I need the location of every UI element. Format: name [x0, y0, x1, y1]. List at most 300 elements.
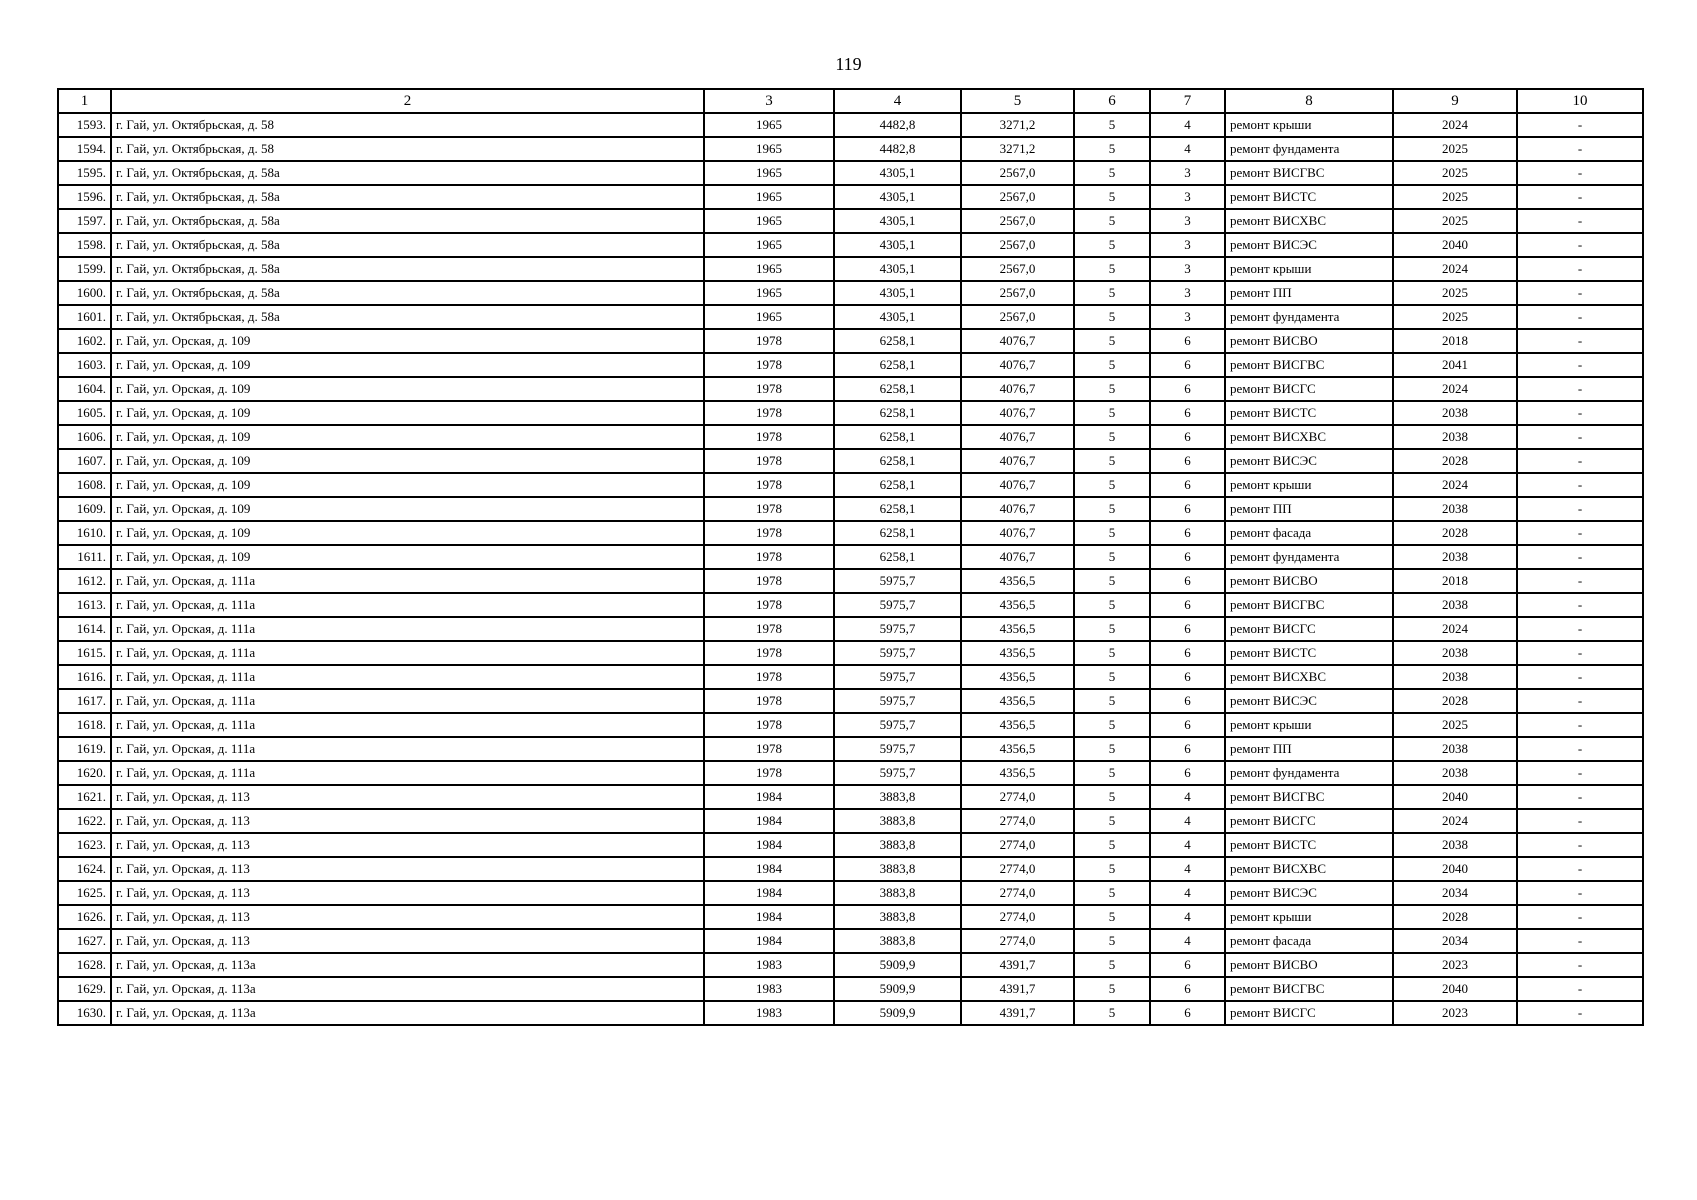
cell-entrances: 6 — [1150, 569, 1225, 593]
cell-living-area: 4076,7 — [961, 521, 1074, 545]
cell-planned-year: 2024 — [1393, 257, 1517, 281]
cell-year-built: 1978 — [704, 449, 834, 473]
cell-living-area: 4391,7 — [961, 1001, 1074, 1025]
cell-address: г. Гай, ул. Орская, д. 111а — [111, 665, 704, 689]
table-row — [58, 833, 1643, 857]
cell-year-built: 1965 — [704, 185, 834, 209]
cell-total-area: 3883,8 — [834, 881, 961, 905]
cell-year-built: 1978 — [704, 353, 834, 377]
cell-year-built: 1978 — [704, 425, 834, 449]
cell-planned-year: 2028 — [1393, 449, 1517, 473]
column-header: 8 — [1225, 89, 1393, 113]
cell-repair-type: ремонт крыши — [1225, 905, 1393, 929]
cell-address: г. Гай, ул. Орская, д. 109 — [111, 449, 704, 473]
cell-note: - — [1517, 857, 1643, 881]
cell-total-area: 3883,8 — [834, 809, 961, 833]
cell-planned-year: 2038 — [1393, 545, 1517, 569]
cell-entrances: 6 — [1150, 689, 1225, 713]
cell-living-area: 4076,7 — [961, 449, 1074, 473]
cell-row-number: 1615. — [58, 641, 111, 665]
cell-year-built: 1984 — [704, 857, 834, 881]
cell-entrances: 4 — [1150, 833, 1225, 857]
cell-planned-year: 2028 — [1393, 689, 1517, 713]
cell-year-built: 1978 — [704, 641, 834, 665]
cell-floors: 5 — [1074, 113, 1150, 137]
cell-total-area: 5975,7 — [834, 617, 961, 641]
cell-living-area: 3271,2 — [961, 137, 1074, 161]
cell-repair-type: ремонт фундамента — [1225, 305, 1393, 329]
cell-note: - — [1517, 281, 1643, 305]
cell-address: г. Гай, ул. Октябрьская, д. 58 — [111, 137, 704, 161]
cell-address: г. Гай, ул. Октябрьская, д. 58а — [111, 209, 704, 233]
cell-floors: 5 — [1074, 617, 1150, 641]
cell-year-built: 1984 — [704, 881, 834, 905]
cell-year-built: 1978 — [704, 713, 834, 737]
cell-note: - — [1517, 233, 1643, 257]
table-row — [58, 185, 1643, 209]
cell-living-area: 2567,0 — [961, 161, 1074, 185]
cell-address: г. Гай, ул. Орская, д. 109 — [111, 353, 704, 377]
column-header: 5 — [961, 89, 1074, 113]
cell-floors: 5 — [1074, 497, 1150, 521]
cell-entrances: 6 — [1150, 713, 1225, 737]
cell-total-area: 4305,1 — [834, 281, 961, 305]
cell-address: г. Гай, ул. Орская, д. 113а — [111, 953, 704, 977]
cell-year-built: 1978 — [704, 665, 834, 689]
cell-note: - — [1517, 257, 1643, 281]
cell-planned-year: 2025 — [1393, 281, 1517, 305]
cell-planned-year: 2025 — [1393, 185, 1517, 209]
cell-year-built: 1984 — [704, 929, 834, 953]
cell-year-built: 1978 — [704, 593, 834, 617]
cell-entrances: 6 — [1150, 665, 1225, 689]
column-header: 9 — [1393, 89, 1517, 113]
cell-repair-type: ремонт крыши — [1225, 473, 1393, 497]
cell-total-area: 4305,1 — [834, 257, 961, 281]
cell-total-area: 5909,9 — [834, 1001, 961, 1025]
cell-total-area: 3883,8 — [834, 905, 961, 929]
cell-address: г. Гай, ул. Орская, д. 111а — [111, 641, 704, 665]
cell-address: г. Гай, ул. Октябрьская, д. 58а — [111, 185, 704, 209]
cell-row-number: 1601. — [58, 305, 111, 329]
cell-living-area: 4391,7 — [961, 977, 1074, 1001]
cell-floors: 5 — [1074, 425, 1150, 449]
cell-total-area: 6258,1 — [834, 329, 961, 353]
cell-floors: 5 — [1074, 185, 1150, 209]
cell-entrances: 3 — [1150, 185, 1225, 209]
cell-living-area: 4076,7 — [961, 497, 1074, 521]
table-row — [58, 761, 1643, 785]
cell-row-number: 1629. — [58, 977, 111, 1001]
cell-year-built: 1978 — [704, 377, 834, 401]
cell-note: - — [1517, 353, 1643, 377]
column-header: 4 — [834, 89, 961, 113]
table-row — [58, 881, 1643, 905]
table-row — [58, 665, 1643, 689]
table-row — [58, 617, 1643, 641]
cell-living-area: 4356,5 — [961, 713, 1074, 737]
cell-row-number: 1602. — [58, 329, 111, 353]
cell-row-number: 1627. — [58, 929, 111, 953]
cell-total-area: 4305,1 — [834, 209, 961, 233]
cell-year-built: 1965 — [704, 281, 834, 305]
cell-repair-type: ремонт ВИСТС — [1225, 185, 1393, 209]
cell-year-built: 1978 — [704, 737, 834, 761]
cell-entrances: 4 — [1150, 857, 1225, 881]
cell-living-area: 2567,0 — [961, 257, 1074, 281]
cell-row-number: 1614. — [58, 617, 111, 641]
table-row — [58, 785, 1643, 809]
cell-row-number: 1595. — [58, 161, 111, 185]
cell-note: - — [1517, 761, 1643, 785]
cell-entrances: 6 — [1150, 641, 1225, 665]
table-body — [58, 113, 1643, 1025]
table-row — [58, 521, 1643, 545]
cell-repair-type: ремонт ВИСЭС — [1225, 449, 1393, 473]
cell-note: - — [1517, 425, 1643, 449]
cell-year-built: 1983 — [704, 953, 834, 977]
table-row — [58, 401, 1643, 425]
cell-row-number: 1608. — [58, 473, 111, 497]
cell-note: - — [1517, 809, 1643, 833]
cell-note: - — [1517, 1001, 1643, 1025]
cell-entrances: 3 — [1150, 305, 1225, 329]
table-row — [58, 473, 1643, 497]
table-row — [58, 905, 1643, 929]
cell-total-area: 6258,1 — [834, 449, 961, 473]
cell-planned-year: 2041 — [1393, 353, 1517, 377]
cell-total-area: 3883,8 — [834, 833, 961, 857]
cell-entrances: 6 — [1150, 449, 1225, 473]
cell-note: - — [1517, 473, 1643, 497]
cell-row-number: 1610. — [58, 521, 111, 545]
cell-total-area: 6258,1 — [834, 377, 961, 401]
cell-floors: 5 — [1074, 281, 1150, 305]
cell-floors: 5 — [1074, 713, 1150, 737]
cell-row-number: 1621. — [58, 785, 111, 809]
cell-total-area: 5975,7 — [834, 737, 961, 761]
cell-year-built: 1978 — [704, 617, 834, 641]
cell-entrances: 4 — [1150, 929, 1225, 953]
cell-planned-year: 2038 — [1393, 641, 1517, 665]
cell-repair-type: ремонт фундамента — [1225, 761, 1393, 785]
cell-total-area: 4482,8 — [834, 137, 961, 161]
cell-year-built: 1978 — [704, 761, 834, 785]
cell-total-area: 4305,1 — [834, 185, 961, 209]
cell-row-number: 1622. — [58, 809, 111, 833]
cell-repair-type: ремонт ВИСХВС — [1225, 425, 1393, 449]
table-row — [58, 281, 1643, 305]
cell-address: г. Гай, ул. Орская, д. 113 — [111, 905, 704, 929]
column-header: 2 — [111, 89, 704, 113]
cell-repair-type: ремонт ВИСГС — [1225, 377, 1393, 401]
table-row — [58, 689, 1643, 713]
cell-total-area: 5975,7 — [834, 713, 961, 737]
cell-total-area: 6258,1 — [834, 545, 961, 569]
cell-note: - — [1517, 665, 1643, 689]
cell-row-number: 1593. — [58, 113, 111, 137]
cell-row-number: 1616. — [58, 665, 111, 689]
cell-repair-type: ремонт ПП — [1225, 737, 1393, 761]
cell-floors: 5 — [1074, 833, 1150, 857]
table-row — [58, 209, 1643, 233]
cell-repair-type: ремонт ВИСЭС — [1225, 233, 1393, 257]
cell-year-built: 1983 — [704, 977, 834, 1001]
cell-repair-type: ремонт ПП — [1225, 497, 1393, 521]
cell-note: - — [1517, 593, 1643, 617]
cell-year-built: 1978 — [704, 545, 834, 569]
table-row — [58, 977, 1643, 1001]
cell-floors: 5 — [1074, 977, 1150, 1001]
table-row — [58, 353, 1643, 377]
cell-living-area: 2567,0 — [961, 281, 1074, 305]
cell-year-built: 1965 — [704, 233, 834, 257]
cell-note: - — [1517, 833, 1643, 857]
cell-planned-year: 2038 — [1393, 401, 1517, 425]
cell-floors: 5 — [1074, 641, 1150, 665]
cell-total-area: 4305,1 — [834, 161, 961, 185]
cell-entrances: 3 — [1150, 233, 1225, 257]
cell-address: г. Гай, ул. Орская, д. 111а — [111, 689, 704, 713]
cell-floors: 5 — [1074, 521, 1150, 545]
cell-row-number: 1630. — [58, 1001, 111, 1025]
cell-repair-type: ремонт ВИСТС — [1225, 641, 1393, 665]
cell-total-area: 5909,9 — [834, 977, 961, 1001]
cell-planned-year: 2038 — [1393, 665, 1517, 689]
cell-living-area: 2774,0 — [961, 857, 1074, 881]
column-header: 7 — [1150, 89, 1225, 113]
cell-repair-type: ремонт фундамента — [1225, 545, 1393, 569]
cell-living-area: 4356,5 — [961, 593, 1074, 617]
cell-address: г. Гай, ул. Орская, д. 111а — [111, 761, 704, 785]
table-row — [58, 953, 1643, 977]
cell-entrances: 6 — [1150, 953, 1225, 977]
cell-row-number: 1600. — [58, 281, 111, 305]
cell-living-area: 4356,5 — [961, 689, 1074, 713]
page-number: 119 — [835, 54, 862, 74]
cell-repair-type: ремонт ВИСГВС — [1225, 593, 1393, 617]
cell-total-area: 3883,8 — [834, 785, 961, 809]
cell-planned-year: 2040 — [1393, 785, 1517, 809]
cell-total-area: 6258,1 — [834, 425, 961, 449]
cell-floors: 5 — [1074, 569, 1150, 593]
cell-living-area: 2774,0 — [961, 905, 1074, 929]
cell-repair-type: ремонт фундамента — [1225, 137, 1393, 161]
header-row — [58, 89, 1643, 113]
cell-floors: 5 — [1074, 761, 1150, 785]
cell-total-area: 5975,7 — [834, 761, 961, 785]
cell-address: г. Гай, ул. Орская, д. 109 — [111, 425, 704, 449]
cell-planned-year: 2024 — [1393, 113, 1517, 137]
cell-living-area: 2567,0 — [961, 305, 1074, 329]
cell-row-number: 1612. — [58, 569, 111, 593]
cell-year-built: 1965 — [704, 113, 834, 137]
table-row — [58, 425, 1643, 449]
cell-floors: 5 — [1074, 953, 1150, 977]
cell-planned-year: 2038 — [1393, 833, 1517, 857]
cell-floors: 5 — [1074, 545, 1150, 569]
cell-note: - — [1517, 737, 1643, 761]
cell-entrances: 4 — [1150, 137, 1225, 161]
cell-planned-year: 2024 — [1393, 617, 1517, 641]
cell-note: - — [1517, 185, 1643, 209]
cell-floors: 5 — [1074, 257, 1150, 281]
cell-address: г. Гай, ул. Орская, д. 109 — [111, 377, 704, 401]
cell-address: г. Гай, ул. Орская, д. 113 — [111, 809, 704, 833]
cell-planned-year: 2025 — [1393, 305, 1517, 329]
cell-address: г. Гай, ул. Октябрьская, д. 58а — [111, 305, 704, 329]
cell-note: - — [1517, 977, 1643, 1001]
column-header: 3 — [704, 89, 834, 113]
cell-floors: 5 — [1074, 857, 1150, 881]
table-row — [58, 641, 1643, 665]
cell-note: - — [1517, 329, 1643, 353]
cell-living-area: 4356,5 — [961, 665, 1074, 689]
cell-note: - — [1517, 785, 1643, 809]
cell-address: г. Гай, ул. Орская, д. 113а — [111, 1001, 704, 1025]
cell-total-area: 3883,8 — [834, 929, 961, 953]
table-row — [58, 593, 1643, 617]
cell-year-built: 1978 — [704, 329, 834, 353]
column-header: 6 — [1074, 89, 1150, 113]
cell-entrances: 6 — [1150, 473, 1225, 497]
cell-note: - — [1517, 905, 1643, 929]
cell-repair-type: ремонт фасада — [1225, 521, 1393, 545]
cell-row-number: 1603. — [58, 353, 111, 377]
cell-repair-type: ремонт ВИСЭС — [1225, 881, 1393, 905]
cell-row-number: 1607. — [58, 449, 111, 473]
cell-row-number: 1617. — [58, 689, 111, 713]
cell-repair-type: ремонт ВИСГВС — [1225, 161, 1393, 185]
cell-address: г. Гай, ул. Орская, д. 113 — [111, 881, 704, 905]
cell-planned-year: 2034 — [1393, 881, 1517, 905]
cell-entrances: 4 — [1150, 785, 1225, 809]
cell-floors: 5 — [1074, 689, 1150, 713]
cell-total-area: 6258,1 — [834, 473, 961, 497]
cell-planned-year: 2028 — [1393, 521, 1517, 545]
cell-year-built: 1984 — [704, 809, 834, 833]
cell-entrances: 6 — [1150, 737, 1225, 761]
cell-address: г. Гай, ул. Орская, д. 111а — [111, 737, 704, 761]
cell-entrances: 3 — [1150, 257, 1225, 281]
cell-entrances: 4 — [1150, 809, 1225, 833]
cell-floors: 5 — [1074, 233, 1150, 257]
cell-repair-type: ремонт крыши — [1225, 713, 1393, 737]
cell-floors: 5 — [1074, 1001, 1150, 1025]
cell-planned-year: 2018 — [1393, 569, 1517, 593]
cell-address: г. Гай, ул. Орская, д. 111а — [111, 617, 704, 641]
table-row — [58, 497, 1643, 521]
cell-floors: 5 — [1074, 161, 1150, 185]
cell-note: - — [1517, 713, 1643, 737]
cell-living-area: 2774,0 — [961, 785, 1074, 809]
cell-living-area: 4076,7 — [961, 425, 1074, 449]
cell-total-area: 4482,8 — [834, 113, 961, 137]
cell-repair-type: ремонт ВИСХВС — [1225, 857, 1393, 881]
cell-repair-type: ремонт ВИСВО — [1225, 329, 1393, 353]
cell-year-built: 1978 — [704, 569, 834, 593]
cell-living-area: 2774,0 — [961, 809, 1074, 833]
cell-year-built: 1978 — [704, 521, 834, 545]
cell-total-area: 6258,1 — [834, 521, 961, 545]
cell-year-built: 1984 — [704, 833, 834, 857]
cell-year-built: 1978 — [704, 473, 834, 497]
cell-total-area: 4305,1 — [834, 233, 961, 257]
cell-address: г. Гай, ул. Октябрьская, д. 58а — [111, 281, 704, 305]
cell-repair-type: ремонт крыши — [1225, 113, 1393, 137]
cell-living-area: 3271,2 — [961, 113, 1074, 137]
cell-entrances: 3 — [1150, 281, 1225, 305]
cell-note: - — [1517, 209, 1643, 233]
cell-note: - — [1517, 449, 1643, 473]
table-row — [58, 569, 1643, 593]
cell-floors: 5 — [1074, 665, 1150, 689]
cell-year-built: 1965 — [704, 209, 834, 233]
cell-year-built: 1978 — [704, 497, 834, 521]
cell-row-number: 1611. — [58, 545, 111, 569]
cell-address: г. Гай, ул. Октябрьская, д. 58а — [111, 257, 704, 281]
cell-planned-year: 2018 — [1393, 329, 1517, 353]
table-row — [58, 857, 1643, 881]
cell-planned-year: 2028 — [1393, 905, 1517, 929]
cell-floors: 5 — [1074, 593, 1150, 617]
cell-total-area: 4305,1 — [834, 305, 961, 329]
cell-entrances: 6 — [1150, 401, 1225, 425]
cell-address: г. Гай, ул. Орская, д. 109 — [111, 521, 704, 545]
cell-entrances: 3 — [1150, 161, 1225, 185]
cell-note: - — [1517, 401, 1643, 425]
table-row — [58, 137, 1643, 161]
cell-repair-type: ремонт ВИСВО — [1225, 953, 1393, 977]
cell-repair-type: ремонт крыши — [1225, 257, 1393, 281]
cell-year-built: 1984 — [704, 905, 834, 929]
cell-address: г. Гай, ул. Орская, д. 111а — [111, 713, 704, 737]
cell-note: - — [1517, 617, 1643, 641]
cell-year-built: 1965 — [704, 161, 834, 185]
cell-floors: 5 — [1074, 785, 1150, 809]
cell-address: г. Гай, ул. Октябрьская, д. 58а — [111, 161, 704, 185]
cell-note: - — [1517, 929, 1643, 953]
cell-year-built: 1965 — [704, 257, 834, 281]
cell-entrances: 3 — [1150, 209, 1225, 233]
cell-address: г. Гай, ул. Октябрьская, д. 58 — [111, 113, 704, 137]
cell-row-number: 1624. — [58, 857, 111, 881]
cell-living-area: 4356,5 — [961, 761, 1074, 785]
cell-entrances: 4 — [1150, 881, 1225, 905]
cell-note: - — [1517, 521, 1643, 545]
cell-floors: 5 — [1074, 449, 1150, 473]
cell-planned-year: 2025 — [1393, 209, 1517, 233]
cell-total-area: 3883,8 — [834, 857, 961, 881]
cell-planned-year: 2023 — [1393, 1001, 1517, 1025]
cell-repair-type: ремонт ПП — [1225, 281, 1393, 305]
table-row — [58, 329, 1643, 353]
cell-row-number: 1619. — [58, 737, 111, 761]
cell-planned-year: 2024 — [1393, 473, 1517, 497]
cell-address: г. Гай, ул. Орская, д. 109 — [111, 329, 704, 353]
cell-row-number: 1625. — [58, 881, 111, 905]
cell-planned-year: 2038 — [1393, 761, 1517, 785]
cell-total-area: 5975,7 — [834, 641, 961, 665]
cell-living-area: 2774,0 — [961, 881, 1074, 905]
cell-entrances: 6 — [1150, 977, 1225, 1001]
cell-repair-type: ремонт ВИСГВС — [1225, 785, 1393, 809]
table-row — [58, 809, 1643, 833]
cell-year-built: 1978 — [704, 401, 834, 425]
cell-floors: 5 — [1074, 353, 1150, 377]
cell-note: - — [1517, 689, 1643, 713]
cell-floors: 5 — [1074, 473, 1150, 497]
